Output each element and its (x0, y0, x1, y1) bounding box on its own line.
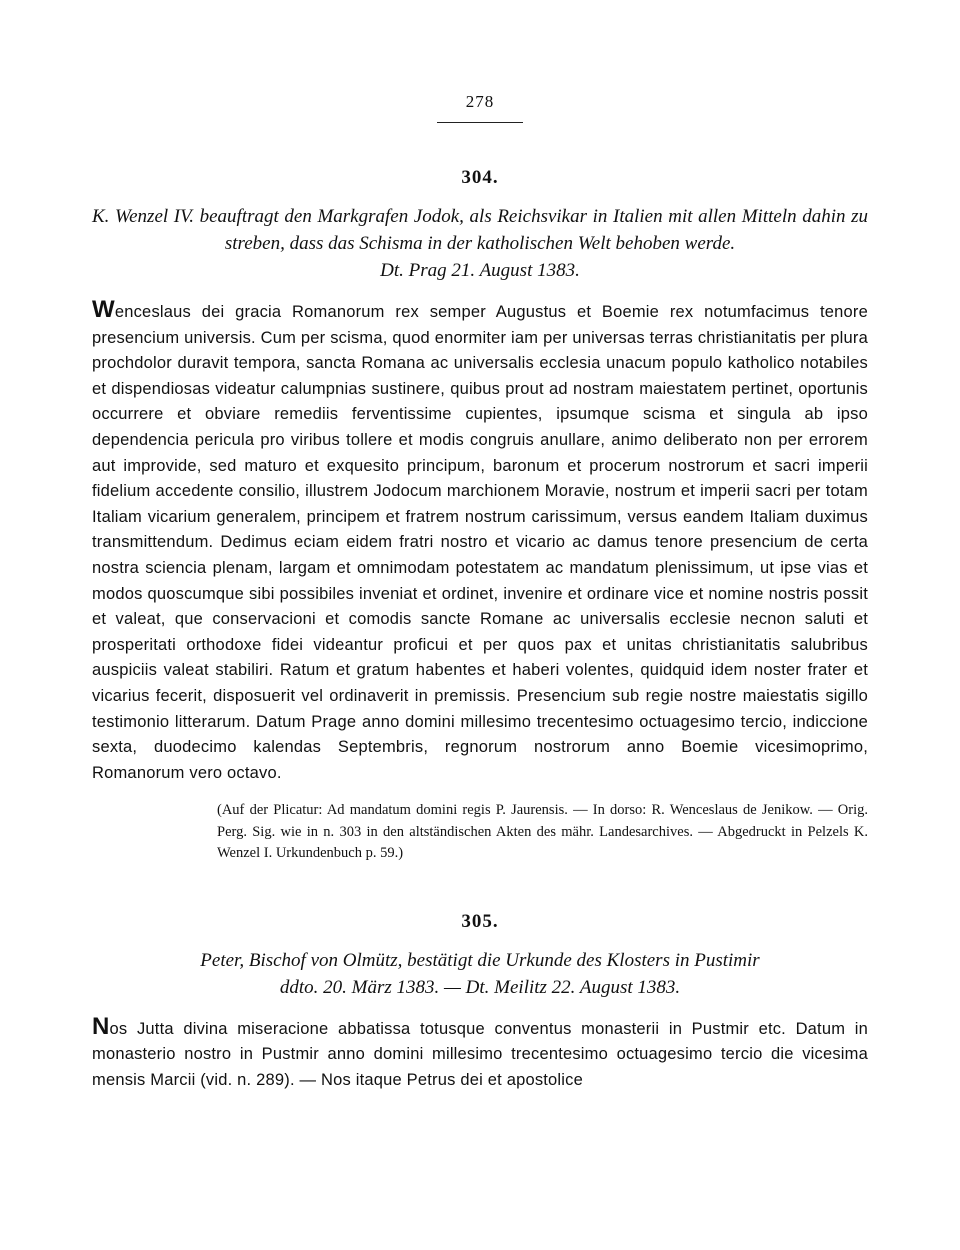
header-rule (437, 122, 523, 123)
page-number: 278 (465, 92, 495, 111)
drop-initial: W (92, 296, 115, 323)
document-number: 305. (461, 910, 499, 932)
document-305 (92, 911, 868, 1094)
document-date: Dt. Prag 21. August 1383. (380, 260, 580, 281)
document-page (92, 92, 868, 1094)
archival-note: (Auf der Plicatur: Ad mandatum domini regis P. Jaurensis. — In dorso: R. Wenceslaus de Jenikow. — Orig. Perg. Sig. wie in n. 303 in den altständischen Akten des mähr. Landesarchives. — Abgedruckt in Pelzels K. Wenzel I. Urkundenbuch p. 59.) (217, 802, 868, 862)
document-304 (92, 167, 868, 865)
document-number: 304. (461, 167, 499, 188)
document-body (92, 298, 868, 786)
document-heading: Peter, Bischof von Olmütz, bestätigt die Urkunde des Klosters in Pustimir (200, 949, 760, 971)
document-date: ddto. 20. März 1383. — Dt. Meilitz 22. August 1383. (279, 976, 681, 998)
drop-initial: N (92, 1012, 110, 1040)
document-body (92, 1012, 868, 1094)
document-body-text: os Jutta divina miseracione abbatissa totusque conventus monasterii in Pustmir etc. Datum in monasterio nostro in Pustmir anno domini millesimo trecentesimo octuagesimo tercio die vicesima mensis Marcii (vid. n. 289). — Nos itaque Petrus dei et apostolice (92, 1019, 868, 1089)
document-heading: K. Wenzel IV. beauftragt den Markgrafen Jodok, als Reichsvikar in Italien mit allen Mitteln dahin zu streben, dass das Schisma in der katholischen Welt behoben werde. (92, 206, 868, 254)
document-body-text: enceslaus dei gracia Romanorum rex semper Augustus et Boemie rex notumfacimus tenore presencium universis. Cum per scisma, quod enormiter iam per universas terras christianitatis per plura prochdolor duravit tempora, sancta Romana ac universalis ecclesia unacum populo katholico notabiles et dispendiosas videatur calumpnias sustinere, quibus prout ad nostram maiestatem pertinet, oportunis occurrere et obviare remediis ferventissime cupientes, ipsumque scisma et singula ab ipso dependencia pericula pro viribus tollere et modis congruis anullare, animo deliberato non per errorem aut improvide, sed maturo et exquesito principum, baronum et procerum nostrorum et sacri imperii fidelium accedente consilio, illustrem Jodocum marchionem Moravie, nostrum et imperii sacri per totam Italiam vicarium generalem, principem et fratrem nostrum carissimum, versus eandem Italiam duximus transmittendum. Dedimus eciam eidem fratri nostro et vicario ac damus tenore presencium de certa nostra sciencia plenam, largam et omnimodam potestatem ac mandatum plenissimum, ut ipse vias et modos quoscumque sibi possibiles inveniat et ordinet, invenire et ordinare vice et nomine nostris possit et valeat, que conservacioni et comodis sancte Romane ac universalis ecclesie necnon saluti et prosperitati orthodoxe fidei videantur proficui et per quos pax et unitas christianitatis salubribus auspiciis valeat stabiliri. Ratum et gratum habentes et haberi volentes, quidquid idem noster frater et vicarius fecerit, disposuerit vel ordinaverit in premissis. Presencium sub regie nostre maiestatis sigillo testimonio litterarum. Datum Prage anno domini millesimo trecentesimo octuagesimo tercio, indiccione sexta, duodecimo kalendas Septembris, regnorum nostrorum anno Boemie vicesimoprimo, Romanorum vero octavo. (92, 303, 868, 782)
